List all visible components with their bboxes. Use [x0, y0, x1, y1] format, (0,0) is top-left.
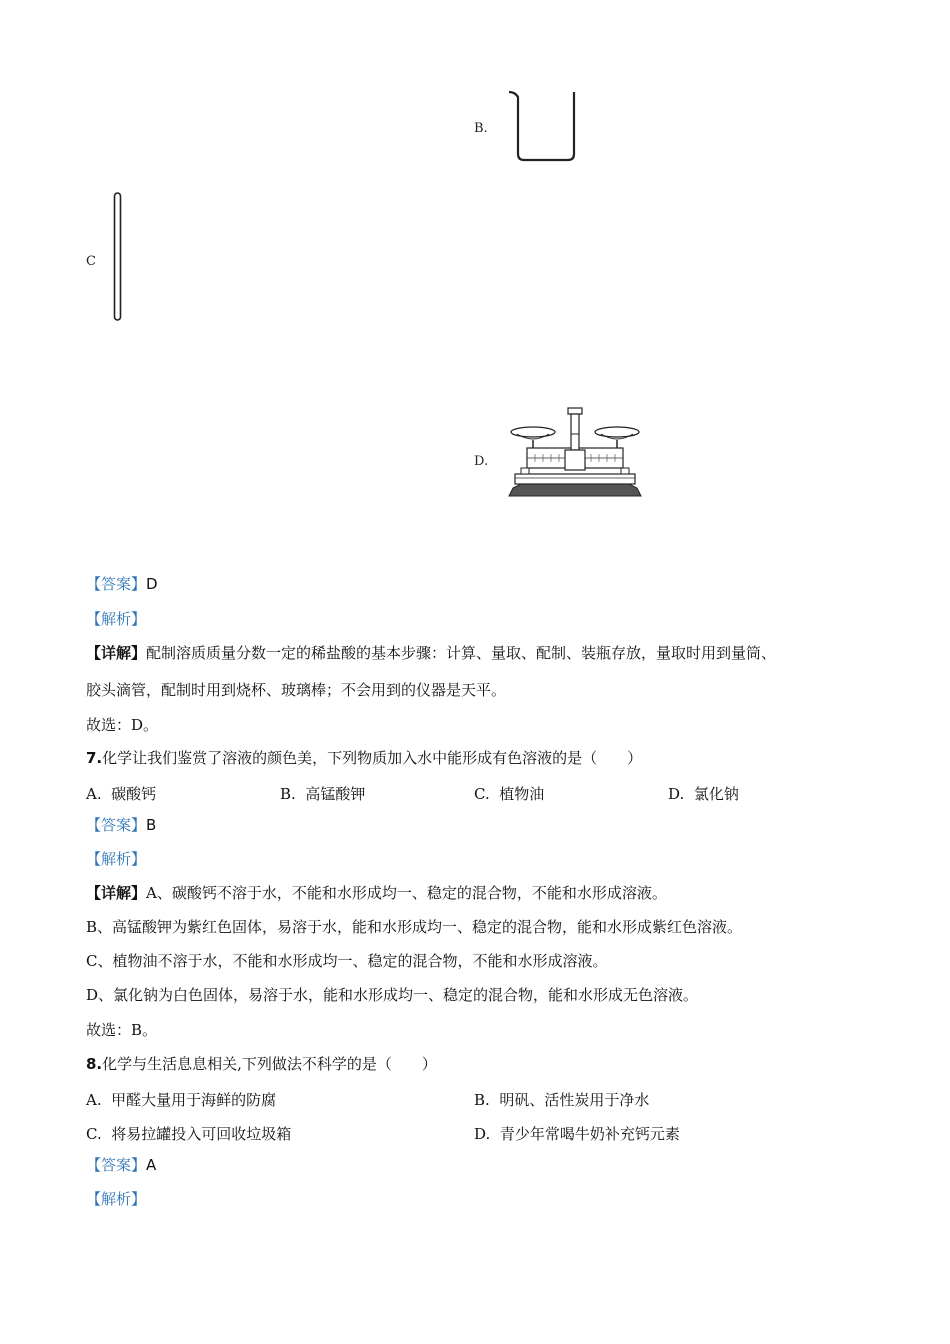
detail-tag: 【详解】 — [86, 884, 147, 902]
q7-detail-line-3: C、植物油不溶于水，不能和水形成均一、稳定的混合物，不能和水形成溶液。 — [86, 952, 608, 970]
option-text: 氯化钠 — [693, 785, 739, 803]
answer-value: A — [146, 1156, 157, 1174]
answer-tag: 【答案】 — [86, 1156, 147, 1174]
q6-conclusion: 故选：D。 — [86, 716, 159, 734]
q6-answer-line — [86, 574, 158, 594]
q7-detail-line-4: D、氯化钠为白色固体，易溶于水，能和水形成均一、稳定的混合物，能和水形成无色溶液。 — [86, 986, 699, 1004]
q8-option-d — [474, 1123, 680, 1144]
option-text: 甲醛大量用于海鲜的防腐 — [111, 1091, 277, 1109]
q7-option-a — [86, 783, 156, 804]
question-number: 8. — [86, 1055, 103, 1073]
q8-option-c — [86, 1123, 291, 1144]
answer-value: B — [146, 816, 157, 834]
option-text: 植物油 — [499, 785, 545, 803]
q8-analysis-line — [86, 1189, 146, 1209]
option-label: B. — [474, 1091, 490, 1109]
glass-rod-icon — [112, 191, 124, 323]
analysis-tag: 【解析】 — [86, 850, 147, 868]
q6-detail-line-2: 胶头滴管，配制时用到烧杯、玻璃棒；不会用到的仪器是天平。 — [86, 681, 507, 699]
q7-option-b — [280, 783, 365, 804]
q7-analysis-line — [86, 849, 146, 869]
detail-text: 配制溶质质量分数一定的稀盐酸的基本步骤：计算、量取、配制、装瓶存放，量取时用到量筒、 — [146, 644, 777, 662]
option-text: 青少年常喝牛奶补充钙元素 — [499, 1125, 680, 1143]
option-label: A. — [86, 1091, 102, 1109]
answer-value: D — [146, 575, 158, 593]
q7-stem — [86, 748, 642, 768]
balance-scale-icon — [505, 404, 645, 500]
q8-option-a — [86, 1089, 276, 1110]
option-text: 高锰酸钾 — [305, 785, 366, 803]
q7-answer-line — [86, 815, 156, 835]
question-stem: 化学与生活息息相关,下列做法不科学的是（ ） — [102, 1055, 437, 1073]
q6-detail-line-1 — [86, 643, 776, 663]
option-text: 碳酸钙 — [111, 785, 157, 803]
q7-detail-line-2: B、高锰酸钾为紫红色固体，易溶于水，能和水形成均一、稳定的混合物，能和水形成紫红色溶液。 — [86, 918, 743, 936]
option-text: 明矾、活性炭用于净水 — [499, 1091, 650, 1109]
option-c-label: C — [86, 254, 96, 269]
detail-text: A、碳酸钙不溶于水，不能和水形成均一、稳定的混合物，不能和水形成溶液。 — [146, 884, 667, 902]
q7-option-d — [668, 783, 739, 804]
q6-analysis-line — [86, 609, 146, 629]
q7-detail-line-1 — [86, 883, 667, 903]
option-label: A. — [86, 785, 102, 803]
option-b-label: B. — [474, 121, 488, 136]
option-label: C. — [86, 1125, 102, 1143]
q8-answer-line — [86, 1155, 156, 1175]
option-label: B. — [280, 785, 296, 803]
beaker-icon — [505, 88, 580, 166]
q7-option-c — [474, 783, 544, 804]
answer-tag: 【答案】 — [86, 816, 147, 834]
answer-tag: 【答案】 — [86, 575, 147, 593]
q7-conclusion: 故选：B。 — [86, 1021, 158, 1039]
q8-option-b — [474, 1089, 649, 1110]
option-label: C. — [474, 785, 490, 803]
option-label: D. — [474, 1125, 491, 1143]
option-text: 将易拉罐投入可回收垃圾箱 — [111, 1125, 292, 1143]
analysis-tag: 【解析】 — [86, 1190, 147, 1208]
option-label: D. — [668, 785, 685, 803]
q8-stem — [86, 1054, 437, 1074]
option-d-label: D. — [474, 454, 489, 469]
analysis-tag: 【解析】 — [86, 610, 147, 628]
detail-tag: 【详解】 — [86, 644, 147, 662]
question-number: 7. — [86, 749, 103, 767]
question-stem: 化学让我们鉴赏了溶液的颜色美，下列物质加入水中能形成有色溶液的是（ ） — [102, 749, 643, 767]
